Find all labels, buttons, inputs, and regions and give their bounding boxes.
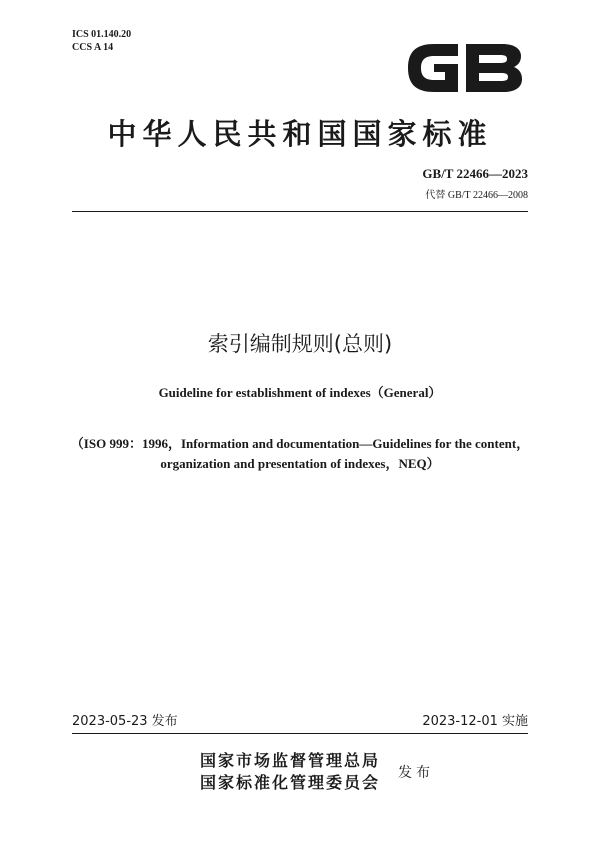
document-title-zh: 索引编制规则(总则) [207,332,393,356]
issue-label: 发布 [398,765,434,781]
classification-codes [72,28,131,54]
replaces-standard: 代替 GB/T 22466—2008 [425,190,528,201]
publication-date: 2023-05-23 发布 [72,714,178,729]
ccs-code: CCS A 14 [72,42,114,53]
country-standard-title: 中华人民共和国国家标准 [107,117,493,151]
standard-number: GB/T 22466—2023 [422,166,528,181]
iso-reference-line-1: （ISO 999：1996，Information and documentation—Guidelines for the content， [70,436,530,451]
iso-reference-line-2: organization and presentation of indexes，NEQ） [160,456,440,471]
implementation-date: 2023-12-01 实施 [422,714,528,729]
iso-reference [0,434,600,474]
ics-code: ICS 01.140.20 [72,29,132,40]
document-title-en: Guideline for establishment of indexes（General） [158,385,442,400]
issuing-authorities [200,750,380,794]
top-divider [72,211,528,212]
bottom-divider [72,733,528,734]
gb-logo [404,40,526,96]
issuer-samr: 国家市场监督管理总局 [200,751,381,770]
issuer-sac: 国家标准化管理委员会 [200,773,381,792]
